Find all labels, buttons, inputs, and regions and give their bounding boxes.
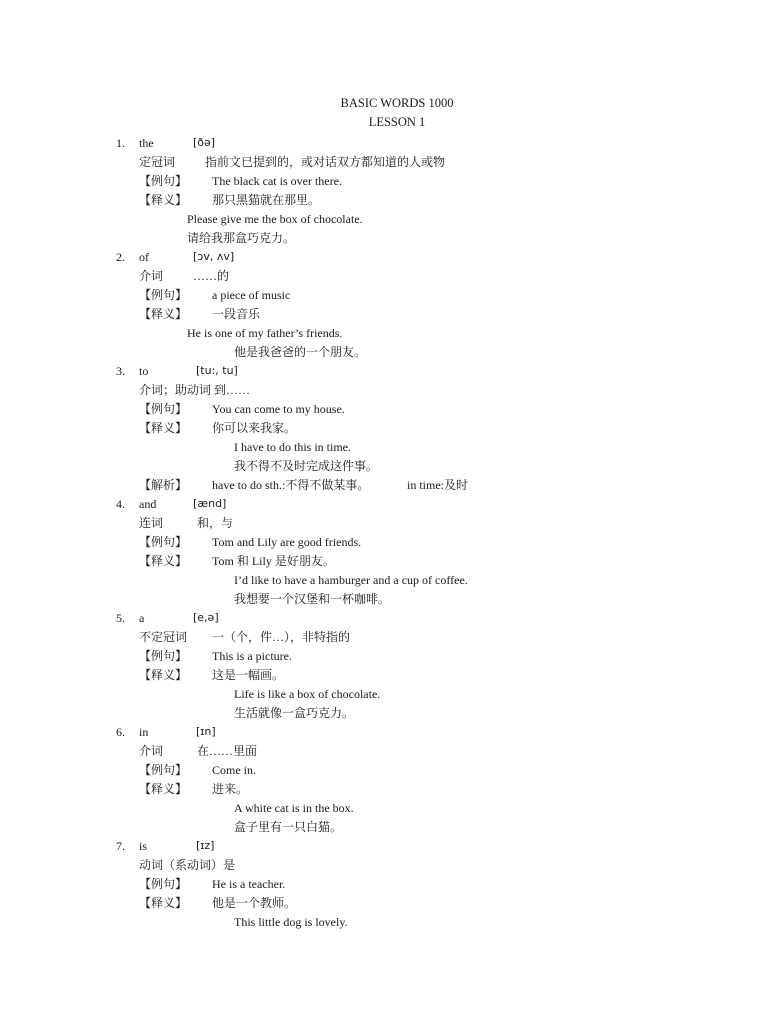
text-line: have to do sth.:不得不做某事。 (212, 478, 370, 492)
text-line: A white cat is in the box. (234, 801, 354, 815)
text-line: 【释义】 (139, 421, 188, 435)
text-line: 2. (116, 250, 125, 264)
text-line: 1. (116, 136, 125, 150)
text-line: He is one of my father’s friends. (187, 326, 343, 340)
text-line: 【释义】 (139, 554, 188, 568)
text-line: 4. (116, 497, 125, 511)
text-line: The black cat is over there. (212, 174, 342, 188)
phonetic-text: [ɔv, ʌv] (193, 250, 235, 263)
text-line: 【例句】 (139, 402, 188, 416)
text-line: 介词 (139, 744, 164, 758)
text-line: 你可以来我家。 (212, 421, 297, 435)
text-line: 这是一幅画。 (212, 668, 285, 682)
phonetic-text: [ɪz] (196, 839, 215, 852)
text-line: 盒子里有一只白猫。 (234, 820, 343, 834)
text-line: a (139, 611, 145, 625)
text-line: This little dog is lovely. (234, 915, 348, 929)
text-line: 指前文已提到的，或对话双方都知道的人或物 (205, 155, 446, 169)
text-line: in time:及时 (407, 478, 468, 492)
text-line: 【例句】 (139, 763, 188, 777)
text-line: 3. (116, 364, 125, 378)
text-line: 5. (116, 611, 125, 625)
text-line: is (139, 839, 148, 853)
text-line: 一段音乐 (212, 307, 261, 321)
text-line: 【释义】 (139, 307, 188, 321)
text-line: 【例句】 (139, 877, 188, 891)
text-line: Life is like a box of chocolate. (234, 687, 381, 701)
text-line: 【解析】 (139, 478, 188, 492)
text-line: 【释义】 (139, 896, 188, 910)
text-line: 和，与 (197, 516, 234, 530)
text-line: I’d like to have a hamburger and a cup of coffee. (234, 573, 468, 587)
text-line: Come in. (212, 763, 256, 777)
phonetic-text: [e,ə] (193, 611, 219, 624)
page-title: BASIC WORDS 1000 (340, 96, 454, 110)
phonetic-text: [ænd] (193, 497, 227, 510)
text-line: This is a picture. (212, 649, 292, 663)
text-line: to (139, 364, 149, 378)
text-line: He is a teacher. (212, 877, 286, 891)
text-line: Please give me the box of chocolate. (187, 212, 363, 226)
text-line: 他是一个教师。 (212, 896, 297, 910)
text-line: Tom and Lily are good friends. (212, 535, 362, 549)
text-line: 介词；助动词 到…… (139, 383, 251, 397)
lesson-heading: LESSON 1 (368, 115, 426, 129)
text-line: a piece of music (212, 288, 291, 302)
text-line: 请给我那盒巧克力。 (187, 231, 296, 245)
text-line: of (139, 250, 149, 264)
text-line: 【例句】 (139, 288, 188, 302)
text-line: 【例句】 (139, 649, 188, 663)
text-line: 定冠词 (139, 155, 176, 169)
text-line: 【例句】 (139, 535, 188, 549)
text-line: 动词（系动词）是 (139, 858, 236, 872)
text-line: You can come to my house. (212, 402, 345, 416)
text-line: the (139, 136, 154, 150)
text-line: ……的 (193, 269, 230, 283)
text-line: Tom 和 Lily 是好朋友。 (212, 554, 335, 568)
text-line: 进来。 (212, 782, 249, 796)
text-line: 【释义】 (139, 782, 188, 796)
text-line: 我不得不及时完成这件事。 (234, 459, 379, 473)
text-line: and (139, 497, 157, 511)
text-line: 在……里面 (197, 744, 258, 758)
phonetic-text: [ɪn] (196, 725, 216, 738)
text-line: 生活就像一盒巧克力。 (234, 706, 355, 720)
text-line: 我想要一个汉堡和一杯咖啡。 (234, 592, 391, 606)
text-line: 7. (116, 839, 125, 853)
text-line: 连词 (139, 516, 164, 530)
text-line: 一（个，件…），非特指的 (212, 630, 351, 644)
text-line: 【例句】 (139, 174, 188, 188)
text-line: 【释义】 (139, 668, 188, 682)
text-line: 6. (116, 725, 125, 739)
phonetic-text: [tu:, tu] (196, 364, 238, 377)
text-line: 不定冠词 (139, 630, 188, 644)
text-line: 介词 (139, 269, 164, 283)
phonetic-text: [ðə] (193, 136, 216, 149)
text-line: in (139, 725, 149, 739)
text-line: 那只黑猫就在那里。 (212, 193, 321, 207)
text-line: 他是我爸爸的一个朋友。 (234, 345, 367, 359)
text-line: I have to do this in time. (234, 440, 351, 454)
text-line: 【释义】 (139, 193, 188, 207)
